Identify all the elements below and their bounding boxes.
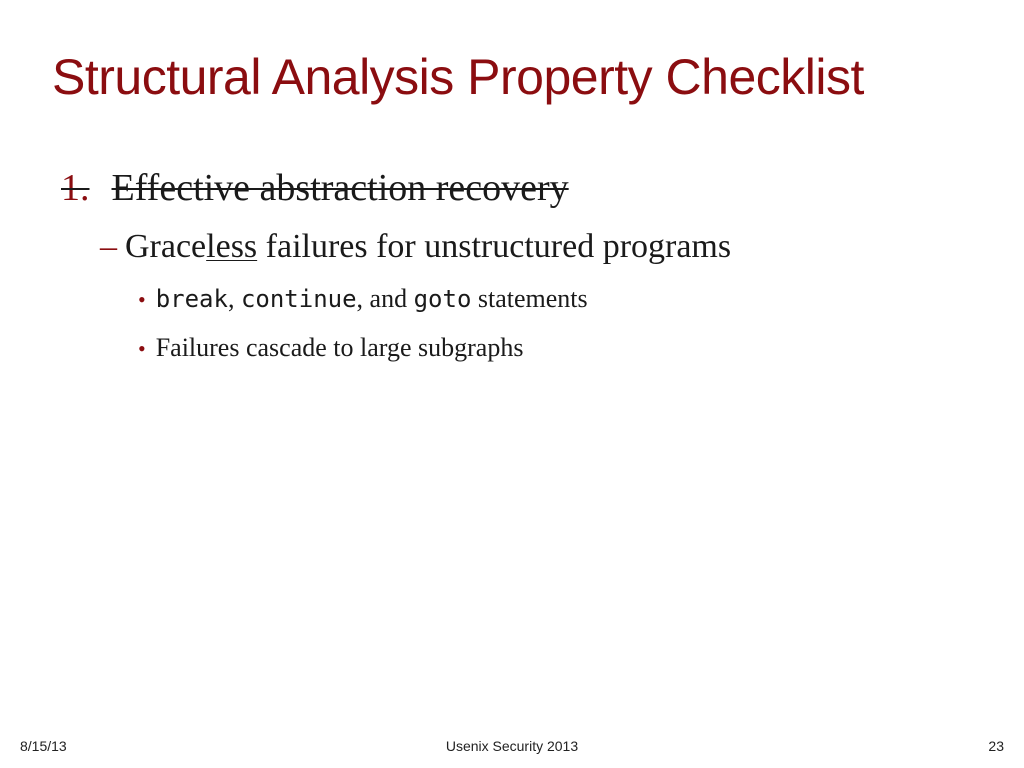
- bullet-cascade: [138, 333, 523, 363]
- separator-2: , and: [356, 284, 414, 313]
- code-break: break: [155, 285, 228, 313]
- checklist-item-1: [61, 166, 569, 210]
- bullet-text: Failures cascade to large subgraphs: [155, 333, 524, 362]
- dash-marker: –: [100, 228, 117, 265]
- bullet-statements: [138, 284, 588, 314]
- slide-title: Structural Analysis Property Checklist: [52, 49, 864, 105]
- code-continue: continue: [240, 285, 357, 313]
- sub-point-suffix: failures for unstructured programs: [257, 228, 732, 265]
- footer-date: 8/15/13: [20, 738, 67, 754]
- sub-point-prefix: Grace: [125, 228, 207, 265]
- item-text: Effective abstraction recovery: [111, 167, 569, 209]
- item-number: 1.: [61, 167, 90, 209]
- code-goto: goto: [413, 285, 472, 313]
- sub-point: [100, 228, 731, 266]
- statements-text: statements: [471, 284, 588, 313]
- separator-1: ,: [227, 284, 241, 313]
- bullet-marker: •: [138, 336, 146, 361]
- footer-page-number: 23: [988, 738, 1004, 754]
- bullet-marker: •: [138, 287, 146, 312]
- footer-conference: Usenix Security 2013: [445, 738, 579, 754]
- sub-point-underlined: less: [206, 228, 258, 265]
